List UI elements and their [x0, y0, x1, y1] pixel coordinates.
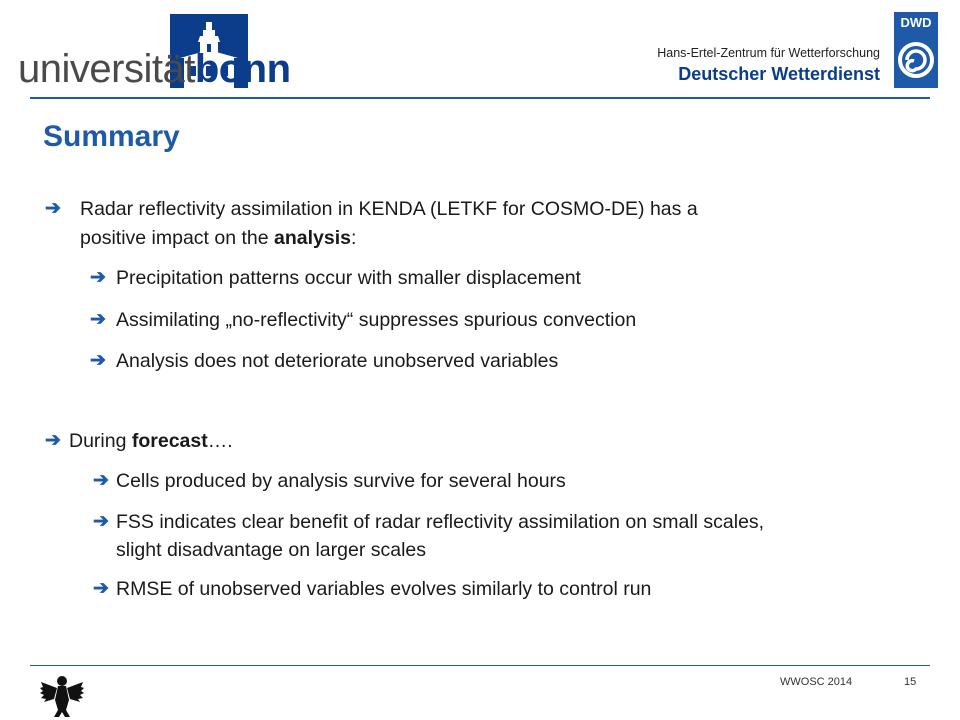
federal-eagle-icon	[38, 672, 86, 718]
arrow-right-icon: ➔	[45, 430, 61, 451]
dwd-logo-block	[648, 12, 938, 88]
dwd-swirl-icon	[894, 12, 938, 88]
arrow-right-icon: ➔	[93, 511, 109, 532]
arrow-right-icon: ➔	[90, 309, 106, 330]
bullet-2-sub-3: RMSE of unobserved variables evolves similarly to control run	[116, 578, 652, 600]
slide-title: Summary	[43, 120, 180, 153]
arrow-right-icon: ➔	[93, 578, 109, 599]
dwd-logo	[894, 12, 938, 88]
bullet-1-sub-3: Analysis does not deteriorate unobserved variables	[116, 350, 559, 372]
bullet-2-sub-1: Cells produced by analysis survive for several hours	[116, 470, 566, 492]
footer-event: WWOSC 2014	[780, 676, 853, 688]
bullet-2-line: During forecast….	[69, 430, 233, 452]
arrow-right-icon: ➔	[90, 267, 106, 288]
header-divider	[30, 97, 930, 99]
bullet-1-sub-1: Precipitation patterns occur with smaller displacement	[116, 267, 581, 289]
bullet-1-line-1: Radar reflectivity assimilation in KENDA (LETKF for COSMO-DE) has a	[80, 198, 698, 220]
bullet-1-sub-2: Assimilating „no-reflectivity“ suppresses spurious convection	[116, 309, 637, 331]
university-wordmark: universitätbonn	[18, 47, 291, 91]
arrow-right-icon: ➔	[93, 470, 109, 491]
university-bonn-logo	[18, 10, 291, 94]
arrow-right-icon: ➔	[90, 350, 106, 371]
arrow-right-icon: ➔	[45, 198, 61, 219]
dwd-name: Deutscher Wetterdienst	[678, 64, 880, 84]
bullet-1-line-2: positive impact on the analysis:	[80, 227, 357, 249]
bullet-2-sub-2-line-2: slight disadvantage on larger scales	[116, 539, 427, 561]
bullet-2-sub-2-line-1: FSS indicates clear benefit of radar reflectivity assimilation on small scales,	[116, 511, 765, 533]
footer-divider	[30, 665, 930, 666]
dwd-logo-text: DWD	[900, 15, 932, 30]
page-number: 15	[904, 676, 917, 688]
dwd-subtitle: Hans-Ertel-Zentrum für Wetterforschung	[657, 46, 880, 60]
